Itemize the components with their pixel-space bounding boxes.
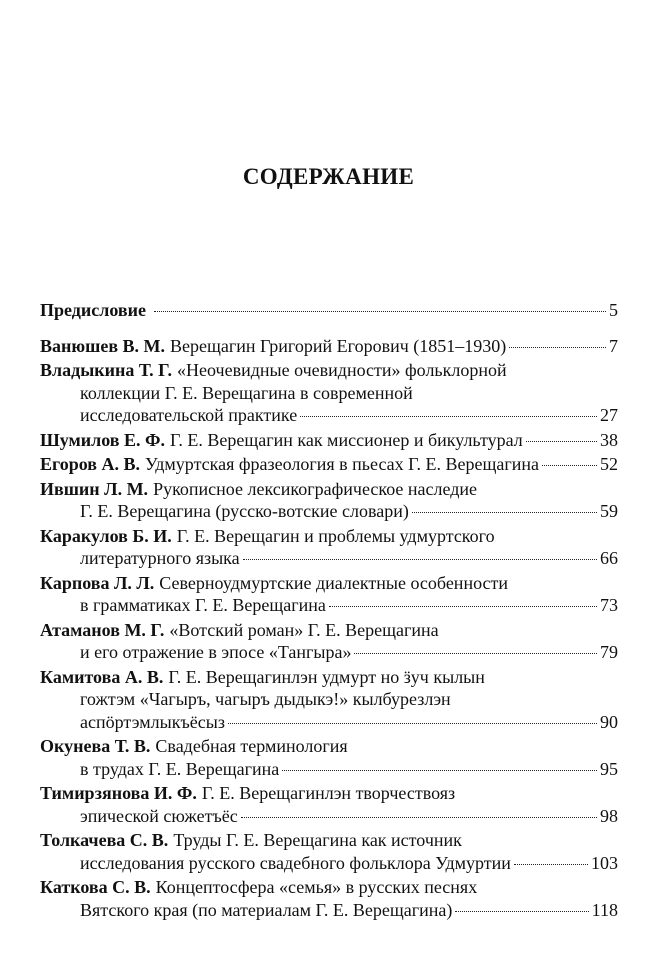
toc-entry-continuation-line: [40, 594, 618, 617]
toc-entry: [40, 666, 618, 734]
toc-entry-page-number: 90: [600, 711, 618, 732]
toc-entry-page-number: 5: [609, 300, 618, 320]
toc-entry-author: Карпова Л. Л.: [40, 572, 155, 593]
toc-entry: [40, 299, 618, 322]
toc-entry: [40, 335, 618, 358]
toc-entry-author: Ванюшев В. М.: [40, 335, 166, 356]
toc-entry-page-number: 103: [591, 852, 618, 873]
toc-entry-page-number: 59: [600, 501, 618, 521]
toc-entry-continuation-line: [40, 382, 618, 405]
toc-entry-first-line: [40, 619, 618, 642]
toc-entry-first-line: [40, 335, 618, 358]
toc-entry-author: Атаманов М. Г.: [40, 619, 165, 640]
toc-entry-continuation-line: [40, 547, 618, 570]
toc-entry-page-number: 38: [600, 429, 618, 450]
toc-entry-page-number: 27: [600, 405, 618, 425]
toc-entry-title: Г. Е. Верещагин как миссионер и бикультурал: [170, 429, 523, 450]
toc-entry-title: Г. Е. Верещагинлэн удмурт но ӟуч кылын: [168, 666, 485, 687]
toc-entry: [40, 572, 618, 617]
toc-entry-page-number: 79: [600, 642, 618, 662]
toc-entry-author: Каткова С. В.: [40, 877, 151, 897]
dot-leader: [354, 653, 597, 654]
toc-entry-page-number: 73: [600, 595, 618, 615]
toc-entry-title: «Вотский роман» Г. Е. Верещагина: [169, 619, 439, 640]
toc-entry-first-line: [40, 299, 618, 322]
dot-leader: [228, 723, 597, 724]
toc-entry-title: в грамматиках Г. Е. Верещагина: [80, 595, 326, 615]
toc-entry-page-number: 7: [609, 335, 618, 356]
toc-entry-author: Предисловие: [40, 300, 146, 320]
toc-entry: [40, 876, 618, 921]
toc-entry-title: исследования русского свадебного фольклора Удмуртии: [80, 852, 511, 873]
toc-entry-first-line: [40, 876, 618, 899]
toc-entry: [40, 478, 618, 523]
table-of-contents: [40, 299, 618, 923]
toc-entry-first-line: [40, 429, 618, 452]
toc-entry-first-line: [40, 572, 618, 595]
toc-entry-title: Концептосфера «семья» в русских песнях: [155, 877, 478, 897]
toc-entry: [40, 619, 618, 664]
toc-entry-title: Удмуртская фразеология в пьесах Г. Е. Верещагина: [145, 454, 539, 474]
toc-entry-page-number: 118: [591, 899, 618, 920]
toc-entry-author: Владыкина Т. Г.: [40, 360, 173, 380]
toc-entry-continuation-line: [40, 899, 618, 922]
toc-entry-title: и его отражение в эпосе «Тангыра»: [80, 642, 352, 662]
toc-entry-author: Каракулов Б. И.: [40, 525, 172, 546]
dot-leader: [154, 311, 606, 312]
toc-entry-title: аспӧртэмлыкъёсыз: [80, 711, 225, 732]
toc-entry-first-line: [40, 666, 618, 689]
toc-entry-author: Камитова А. В.: [40, 666, 164, 687]
toc-entry-first-line: [40, 478, 618, 501]
toc-entry-continuation-line: [40, 404, 618, 427]
toc-entry-first-line: [40, 829, 618, 852]
toc-entry-author: Шумилов Е. Ф.: [40, 429, 165, 450]
toc-entry-first-line: [40, 735, 618, 758]
toc-entry-title: гожтэм «Чагыръ, чагыръ дыдыкэ!» кылбурезлэн: [80, 689, 451, 709]
toc-entry-title: Северноудмуртские диалектные особенности: [159, 572, 509, 593]
dot-leader: [300, 416, 597, 417]
dot-leader: [282, 770, 597, 771]
toc-entry: [40, 735, 618, 780]
toc-entry: [40, 782, 618, 827]
toc-entry-first-line: [40, 453, 618, 476]
dot-leader: [542, 465, 597, 466]
toc-entry: [40, 453, 618, 476]
toc-entry-page-number: 52: [600, 454, 618, 474]
toc-entry: [40, 429, 618, 452]
toc-entry-title: Рукописное лексикографическое наследие: [153, 478, 478, 499]
dot-leader: [455, 911, 588, 912]
toc-entry-continuation-line: [40, 641, 618, 664]
toc-entry-page-number: 98: [600, 805, 618, 826]
toc-entry-first-line: [40, 782, 618, 805]
toc-entry-title: исследовательской практике: [80, 405, 298, 425]
toc-entry-title: «Неочевидные очевидности» фольклорной: [177, 360, 507, 380]
toc-entry-title: литературного языка: [80, 548, 240, 568]
toc-entry-continuation-line: [40, 711, 618, 734]
dot-leader: [329, 606, 597, 607]
toc-entry-author: Окунева Т. В.: [40, 736, 151, 756]
toc-entry-continuation-line: [40, 805, 618, 828]
toc-entry-continuation-line: [40, 758, 618, 781]
toc-entry-first-line: [40, 525, 618, 548]
toc-entry: [40, 525, 618, 570]
toc-entry-title: Г. Е. Верещагинлэн творчествояз: [201, 783, 456, 803]
toc-entry-title: Труды Г. Е. Верещагина как источник: [173, 830, 462, 850]
toc-entry-first-line: [40, 359, 618, 382]
dot-leader: [526, 441, 597, 442]
toc-entry-title: Г. Е. Верещагин и проблемы удмуртского: [176, 525, 495, 546]
toc-entry: [40, 359, 618, 427]
dot-leader: [243, 559, 597, 560]
toc-entry-title: Г. Е. Верещагина (русско-вотские словари): [80, 501, 409, 521]
toc-entry-continuation-line: [40, 500, 618, 523]
toc-entry-continuation-line: [40, 852, 618, 875]
toc-entry-title: в трудах Г. Е. Верещагина: [80, 758, 280, 779]
toc-entry-title: эпической сюжетъёс: [80, 805, 238, 826]
toc-entry: [40, 829, 618, 874]
dot-leader: [241, 817, 597, 818]
toc-entry-author: Толкачева С. В.: [40, 830, 169, 850]
dot-leader: [514, 864, 588, 865]
page-title: СОДЕРЖАНИЕ: [242, 164, 415, 189]
toc-entry-title: коллекции Г. Е. Верещагина в современной: [80, 382, 413, 403]
toc-entry-author: Егоров А. В.: [40, 454, 141, 474]
toc-entry-title: Вятского края (по материалам Г. Е. Верещагина): [80, 899, 453, 920]
dot-leader: [509, 347, 606, 348]
toc-entry-continuation-line: [40, 688, 618, 711]
toc-entry-page-number: 66: [600, 548, 618, 568]
toc-entry-title: Свадебная терминология: [155, 736, 348, 756]
toc-entry-author: Ившин Л. М.: [40, 478, 149, 499]
toc-entry-title: Верещагин Григорий Егорович (1851–1930): [170, 335, 507, 356]
dot-leader: [412, 512, 597, 513]
toc-entry-page-number: 95: [600, 758, 618, 779]
toc-entry-author: Тимирзянова И. Ф.: [40, 783, 197, 803]
